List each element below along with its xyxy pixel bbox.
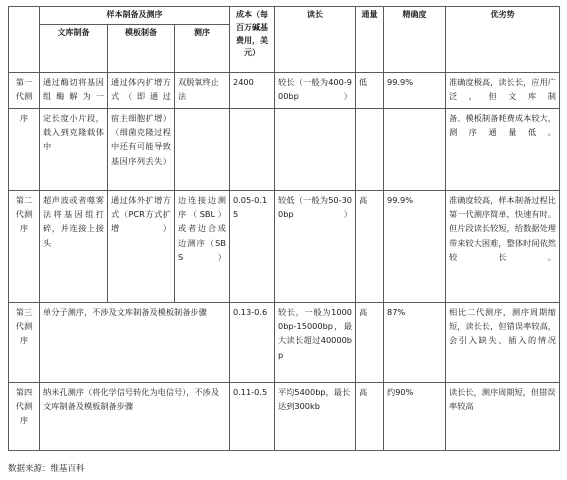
cell-generation: 第三代测序 xyxy=(9,302,40,382)
header-sample-prep-group: 样本制备及测序 xyxy=(40,7,230,25)
cell-pros-cons: 相比二代测序，测序周期缩短，读长长，但错误率较高，会引入缺失、插入的情况 xyxy=(446,302,560,382)
header-library-prep: 文库制备 xyxy=(40,24,108,72)
cell-library-prep: 通过酶切将基因组酶解为一 xyxy=(40,72,108,108)
cell-read-length xyxy=(275,108,356,190)
cell-sequencing: 双脱氧终止法 xyxy=(175,72,230,108)
cell-library-prep: 超声波或者噬雾法将基因组打碎，并连接上接头 xyxy=(40,190,108,302)
cell-template-prep: 宿主细胞扩增）（细菌克隆过程中还有可能导致基因序列丢失） xyxy=(108,108,175,190)
table-row xyxy=(9,382,560,450)
cell-pros-cons: 读长长，测序周期短，但错误率较高 xyxy=(446,382,560,450)
header-read-length: 读长 xyxy=(275,7,356,73)
cell-generation: 第一代测 xyxy=(9,72,40,108)
cell-generation: 第四代测序 xyxy=(9,382,40,450)
cell-sequencing: 边连接边测序（SBL）或者边合成边测序（SBS） xyxy=(175,190,230,302)
cell-generation: 序 xyxy=(9,108,40,190)
table-row xyxy=(9,302,560,382)
cell-pros-cons: 准确度极高，读长长，应用广泛，但文库制 xyxy=(446,72,560,108)
cell-accuracy: 87% xyxy=(384,302,446,382)
cell-read-length: 较低（一般为50-300bp） xyxy=(275,190,356,302)
header-throughput: 通量 xyxy=(356,7,384,73)
cell-throughput: 高 xyxy=(356,190,384,302)
cell-cost: 0.13-0.6 xyxy=(230,302,275,382)
header-accuracy: 精确度 xyxy=(384,7,446,73)
table-row xyxy=(9,108,560,190)
cell-throughput: 高 xyxy=(356,382,384,450)
table-row xyxy=(9,190,560,302)
cell-read-length: 平均5400bp，最长达到300kb xyxy=(275,382,356,450)
sequencing-comparison-table xyxy=(8,6,560,451)
cell-accuracy xyxy=(384,108,446,190)
cell-throughput: 低 xyxy=(356,72,384,108)
cell-throughput: 高 xyxy=(356,302,384,382)
cell-library-prep: 定长度小片段，载入到克隆载体中 xyxy=(40,108,108,190)
cell-cost xyxy=(230,108,275,190)
data-source-note: 数据来源：维基百科 xyxy=(8,464,85,474)
header-sequencing: 测序 xyxy=(175,24,230,72)
header-pros-cons: 优劣势 xyxy=(446,7,560,73)
cell-generation: 第二代测序 xyxy=(9,190,40,302)
cell-cost: 0.11-0.5 xyxy=(230,382,275,450)
table-row xyxy=(9,72,560,108)
cell-pros-cons: 准确度较高，样本制备过程比第一代测序简单，快速有时。但片段读长较短，给数据处理带来较大困难，整体时间依然较长。 xyxy=(446,190,560,302)
cell-merged-prep: 单分子测序，不涉及文库制备及模板制备步骤 xyxy=(40,302,230,382)
cell-read-length: 较长（一般为400-900bp） xyxy=(275,72,356,108)
cell-accuracy: 约90% xyxy=(384,382,446,450)
header-cost: 成本（每百万碱基费用，美元） xyxy=(230,7,275,73)
cell-template-prep: 通过体外扩增方式（PCR方式扩增） xyxy=(108,190,175,302)
cell-accuracy: 99.9% xyxy=(384,190,446,302)
header-generation xyxy=(9,7,40,73)
cell-sequencing xyxy=(175,108,230,190)
cell-cost: 0.05-0.15 xyxy=(230,190,275,302)
cell-pros-cons: 备、模板制备耗费成本较大，测序通量低。 xyxy=(446,108,560,190)
cell-read-length: 较长，一般为10000bp-15000bp，最大读长超过40000bp xyxy=(275,302,356,382)
cell-cost: 2400 xyxy=(230,72,275,108)
header-template-prep: 模板制备 xyxy=(108,24,175,72)
cell-merged-prep: 纳米孔测序（将化学信号转化为电信号），不涉及文库制备及模板制备步骤 xyxy=(40,382,230,450)
cell-throughput xyxy=(356,108,384,190)
cell-accuracy: 99.9% xyxy=(384,72,446,108)
cell-template-prep: 通过体内扩增方式（即通过 xyxy=(108,72,175,108)
